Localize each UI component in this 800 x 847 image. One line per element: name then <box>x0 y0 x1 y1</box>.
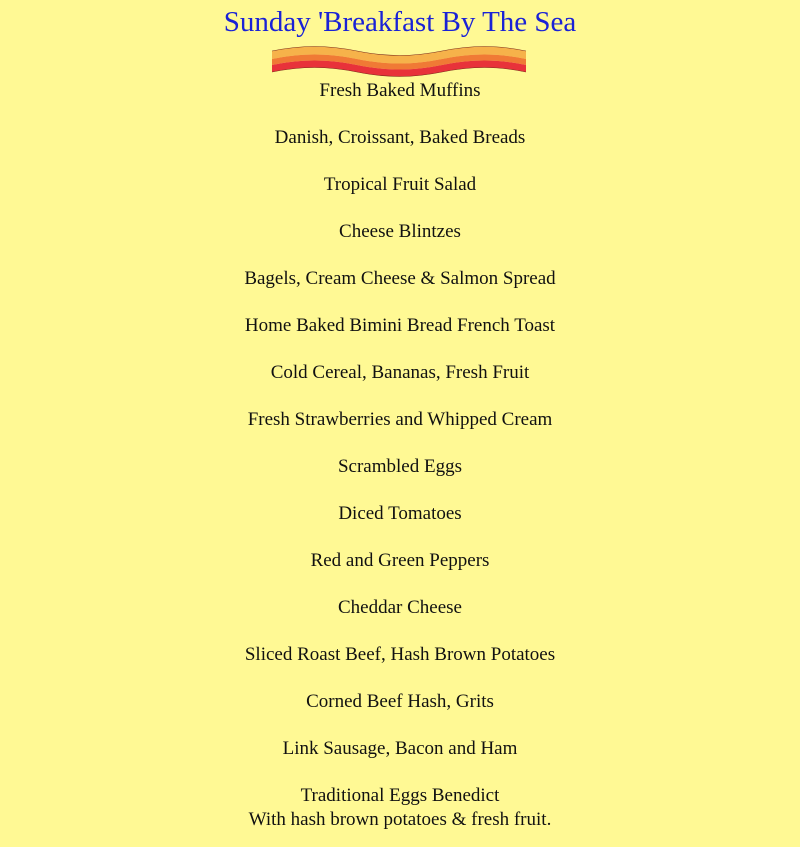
menu-item-text: Corned Beef Hash, Grits <box>306 691 494 712</box>
menu-item <box>0 455 800 502</box>
menu-item <box>0 690 800 737</box>
menu-item <box>0 267 800 314</box>
menu-item <box>0 549 800 596</box>
menu-item-text: Cheddar Cheese <box>338 597 462 618</box>
menu-item-text: Traditional Eggs Benedict <box>300 785 500 806</box>
menu-item-text: Link Sausage, Bacon and Ham <box>282 738 518 759</box>
breakfast-menu-list <box>0 79 800 831</box>
menu-item-text: Tropical Fruit Salad <box>323 174 477 195</box>
menu-item <box>0 79 800 126</box>
menu-item-text: Scrambled Eggs <box>337 456 462 477</box>
menu-item <box>0 643 800 690</box>
menu-item-text: Danish, Croissant, Baked Breads <box>274 127 526 148</box>
menu-item <box>0 361 800 408</box>
menu-item-text: Cold Cereal, Bananas, Fresh Fruit <box>270 362 530 383</box>
page-title <box>0 4 800 40</box>
menu-item <box>0 220 800 267</box>
menu-item-text: Bagels, Cream Cheese & Salmon Spread <box>244 268 556 289</box>
menu-item-text: Home Baked Bimini Bread French Toast <box>244 315 556 336</box>
menu-item-text: Fresh Baked Muffins <box>319 80 481 101</box>
menu-item <box>0 408 800 455</box>
menu-item-subtext: With hash brown potatoes & fresh fruit. <box>248 809 552 830</box>
menu-item-text: Sliced Roast Beef, Hash Brown Potatoes <box>244 644 556 665</box>
menu-item <box>0 502 800 549</box>
page-title-text: Sunday 'Breakfast By The Sea <box>223 6 577 38</box>
menu-item <box>0 596 800 643</box>
menu-item <box>0 784 800 831</box>
menu-item-text: Cheese Blintzes <box>339 221 461 242</box>
menu-item <box>0 737 800 784</box>
menu-item <box>0 173 800 220</box>
menu-item-text: Diced Tomatoes <box>338 503 462 524</box>
menu-item-text: Red and Green Peppers <box>310 550 490 571</box>
menu-item <box>0 314 800 361</box>
menu-item <box>0 126 800 173</box>
wave-divider-icon <box>272 43 526 77</box>
menu-item-text: Fresh Strawberries and Whipped Cream <box>247 409 553 430</box>
